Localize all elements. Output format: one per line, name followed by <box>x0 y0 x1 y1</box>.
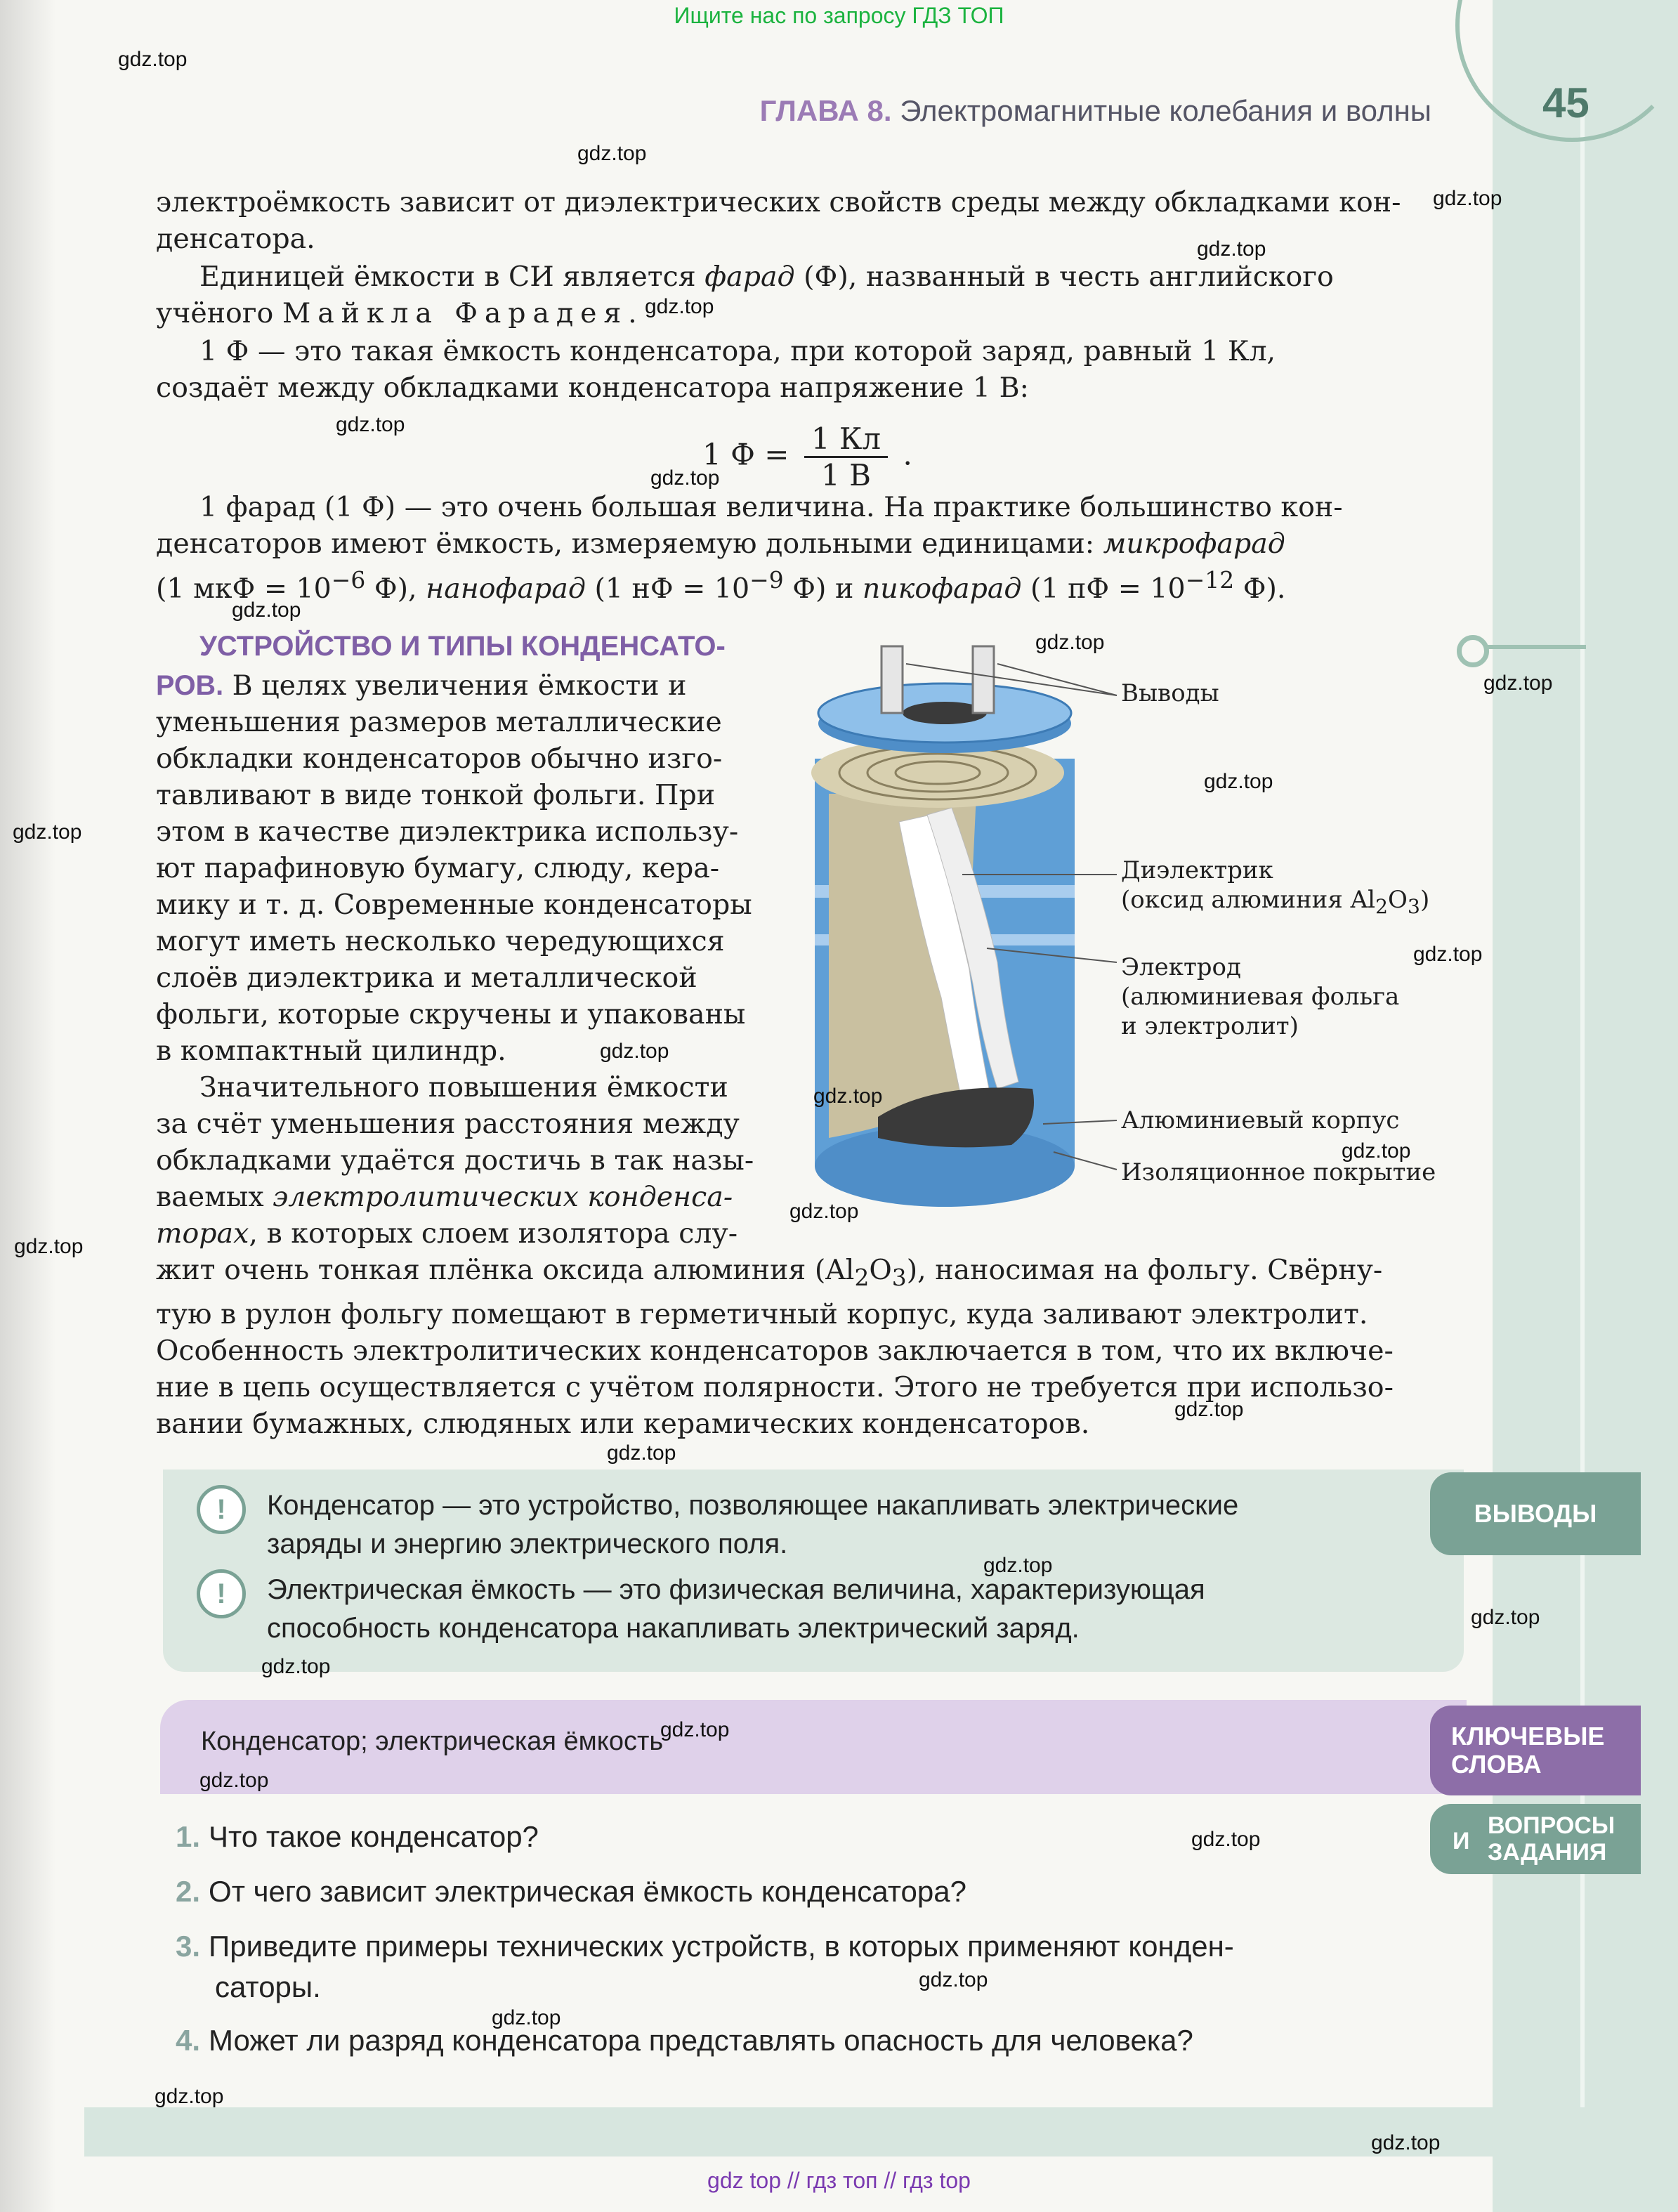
subscript: 3 <box>1407 894 1420 918</box>
label-coating: Изоляционное покрытие <box>1121 1158 1436 1186</box>
watermark: gdz.top <box>660 1718 730 1741</box>
label-line: (оксид алюминия Al <box>1121 886 1376 914</box>
label-case: Алюминиевый корпус <box>1121 1106 1400 1134</box>
decorative-ring-line <box>1488 645 1586 649</box>
chapter-title: Электромагнитные колебания и волны <box>900 94 1431 127</box>
watermark: gdz.top <box>645 295 714 318</box>
text-line: тавливают в виде тонкой фольги. При <box>156 779 716 811</box>
conclusions-tab: ВЫВОДЫ <box>1430 1472 1641 1555</box>
tab-text <box>1488 1812 1615 1866</box>
label-line: ) <box>1420 886 1430 914</box>
text-line <box>156 295 1426 332</box>
formula-fraction <box>804 421 888 492</box>
tab-line: КЛЮЧЕВЫЕ <box>1451 1722 1605 1750</box>
text-line: 1 Ф — это такая ёмкость конденсатора, при которой заряд, равный 1 Кл, <box>199 335 1276 367</box>
watermark: gdz.top <box>1471 1606 1540 1629</box>
text-line: саторы. <box>215 1970 321 2003</box>
label-leads: Выводы <box>1121 679 1219 707</box>
tab-line: СЛОВА <box>1451 1750 1542 1779</box>
text-run: денсаторов имеют ёмкость, измеряемую дольными единицами: <box>156 528 1103 560</box>
term-farad: фарад <box>704 261 795 293</box>
text-run: . <box>628 297 637 329</box>
chapter-label: ГЛАВА 8. <box>759 94 892 127</box>
exponent: −6 <box>331 566 366 594</box>
text-line <box>176 1926 1412 1967</box>
formula-lhs: 1 Ф = <box>702 437 789 472</box>
terminal-left <box>881 646 903 713</box>
text-line: Значительного повышения ёмкости <box>199 1071 728 1104</box>
text-line <box>156 525 1426 562</box>
label-line: Диэлектрик <box>1121 856 1273 884</box>
keywords-tab <box>1430 1706 1641 1795</box>
question-text: От чего зависит электрическая ёмкость конденсатора? <box>209 1875 966 1908</box>
watermark: gdz.top <box>983 1554 1053 1577</box>
text-run: Ф). <box>1234 572 1286 606</box>
text-line: заряды и энергию электрического поля. <box>267 1529 788 1559</box>
farad-formula <box>702 421 912 492</box>
subscript: 2 <box>1375 894 1389 918</box>
watermark: gdz.top <box>1197 237 1266 261</box>
question-3 <box>176 1926 1412 2008</box>
term-microfarad: микрофарад <box>1103 528 1285 560</box>
watermark: gdz.top <box>492 2006 561 2029</box>
term-electrolytic-end: торах <box>156 1217 249 1250</box>
terminal-right <box>973 646 994 713</box>
text-run: (Ф), названный в честь английского <box>794 261 1334 293</box>
bottom-banner-link[interactable]: gdz top // гдз топ // гдз top <box>707 2168 971 2193</box>
watermark: gdz.top <box>232 598 301 622</box>
text-run: жит очень тонкая плёнка оксида алюминия (Al <box>156 1254 855 1286</box>
exclamation-icon: ! <box>197 1485 246 1534</box>
text-line: ние в цепь осуществляется с учётом полярности. Этого не требуется при использо- <box>156 1370 1394 1403</box>
text-line: способность конденсатора накапливать электрический заряд. <box>267 1613 1080 1644</box>
label-electrode <box>1121 953 1399 1041</box>
tab-letter: И <box>1453 1828 1470 1854</box>
text-run: В целях увеличения ёмкости и <box>223 669 687 702</box>
text-line: Особенность электролитических конденсаторов заключается в том, что их включе- <box>156 1334 1394 1367</box>
formula-end: . <box>903 437 912 472</box>
text-line: мику и т. д. Современные конденсаторы <box>156 889 752 921</box>
text-line: тую в рулон фольгу помещают в герметичный корпус, куда заливают электролит. <box>156 1297 1368 1330</box>
question-number: 1. <box>176 1820 201 1853</box>
label-line: (алюминиевая фольга <box>1121 983 1400 1011</box>
watermark: gdz.top <box>14 1235 84 1258</box>
text-run: Ф), <box>365 572 426 606</box>
text-line: обкладки конденсаторов обычно изго- <box>156 742 723 775</box>
keywords-text: Конденсатор; электрическая ёмкость <box>201 1727 664 1756</box>
text-line: слоёв диэлектрика и металлической <box>156 962 697 994</box>
text-line <box>156 562 1426 607</box>
text-line: в компактный цилиндр. <box>156 1035 506 1067</box>
text-line: фольги, которые скручены и упакованы <box>156 998 746 1030</box>
text-line <box>156 667 771 704</box>
text-line: обкладками удаётся достичь в так назы- <box>156 1144 754 1177</box>
question-number: 3. <box>176 1930 201 1963</box>
paragraph-3 <box>156 333 1426 406</box>
question-4 <box>176 2020 1412 2061</box>
section-paragraph-1 <box>156 667 771 1069</box>
question-text: Приведите примеры технических устройств, в которых применяют конден- <box>209 1930 1234 1963</box>
watermark: gdz.top <box>13 820 82 844</box>
label-line: O <box>1388 886 1408 914</box>
text-run: Ф) и <box>783 572 863 606</box>
watermark: gdz.top <box>1371 2131 1441 2154</box>
tab-line: ВОПРОСЫ <box>1488 1812 1615 1839</box>
text-run: (1 пФ = 10 <box>1021 572 1186 606</box>
section-paragraph-2 <box>156 1069 771 1252</box>
watermark: gdz.top <box>789 1200 859 1223</box>
section-title: УСТРОЙСТВО И ТИПЫ КОНДЕНСАТО- <box>199 631 726 662</box>
page-number: 45 <box>1542 79 1589 126</box>
watermark: gdz.top <box>813 1085 883 1108</box>
name-faraday: Майкла Фарадея <box>282 297 629 329</box>
exponent: −12 <box>1185 566 1235 594</box>
watermark: gdz.top <box>919 1968 988 1991</box>
text-line: за счёт уменьшения расстояния между <box>156 1108 740 1140</box>
watermark: gdz.top <box>1174 1398 1244 1421</box>
text-line: уменьшения размеров металлические <box>156 706 722 738</box>
watermark: gdz.top <box>155 2085 224 2108</box>
text-line <box>156 258 1426 295</box>
text-line: создаёт между обкладками конденсатора напряжение 1 В: <box>156 372 1029 404</box>
subscript: 3 <box>891 1263 907 1291</box>
watermark: gdz.top <box>1342 1139 1411 1163</box>
label-line: Электрод <box>1121 953 1241 981</box>
text-line <box>156 1179 771 1215</box>
text-run: учёного <box>156 297 282 329</box>
text-run: (1 нФ = 10 <box>585 572 750 606</box>
subscript: 2 <box>854 1263 870 1291</box>
page-fold-shadow <box>0 0 56 2212</box>
paragraph-2 <box>156 258 1426 332</box>
watermark: gdz.top <box>607 1441 676 1465</box>
text-line: этом в качестве диэлектрика использу- <box>156 816 739 848</box>
watermark: gdz.top <box>261 1655 331 1678</box>
watermark: gdz.top <box>1035 631 1105 654</box>
text-line: вании бумажных, слюдяных или керамических конденсаторов. <box>156 1407 1090 1440</box>
watermark: gdz.top <box>199 1769 269 1792</box>
question-number: 4. <box>176 2024 201 2057</box>
watermark: gdz.top <box>1433 187 1502 210</box>
text-run: (1 мкФ = 10 <box>156 572 332 606</box>
label-line: и электролит) <box>1121 1012 1299 1040</box>
text-run: , в которых слоем изолятора слу- <box>249 1217 738 1250</box>
question-text: Что такое конденсатор? <box>209 1820 539 1853</box>
text-run: O <box>869 1254 892 1286</box>
term-electrolytic: электролитических конденса- <box>273 1181 733 1213</box>
top-banner-link[interactable]: Ищите нас по запросу ГДЗ ТОП <box>674 3 1004 28</box>
conclusion-2 <box>267 1571 1433 1648</box>
question-text: Может ли разряд конденсатора представлять опасность для человека? <box>209 2024 1193 2057</box>
formula-numerator: 1 Кл <box>804 421 888 458</box>
text-run: Единицей ёмкости в СИ является <box>199 261 705 293</box>
text-line: электроёмкость зависит от диэлектрических свойств среды между обкладками кон- <box>156 186 1401 218</box>
text-line <box>156 1215 771 1252</box>
watermark: gdz.top <box>1191 1828 1261 1851</box>
text-line: Конденсатор — это устройство, позволяющее накапливать электрические <box>267 1490 1239 1521</box>
text-line: денсатора. <box>156 223 315 255</box>
questions-tab <box>1430 1804 1641 1874</box>
term-picofarad: пикофарад <box>862 572 1022 606</box>
label-dielectric <box>1121 856 1429 922</box>
question-number: 2. <box>176 1875 201 1908</box>
exponent: −9 <box>749 566 784 594</box>
watermark: gdz.top <box>577 142 647 165</box>
formula-denominator: 1 В <box>821 458 871 492</box>
conclusion-1 <box>267 1486 1433 1564</box>
watermark: gdz.top <box>1204 770 1273 793</box>
text-line <box>156 1252 1426 1296</box>
right-margin-band <box>1493 0 1678 2212</box>
watermark: gdz.top <box>1413 943 1483 966</box>
text-run: ваемых <box>156 1181 273 1213</box>
text-line: 1 фарад (1 Ф) — это очень большая величина. На практике большинство кон- <box>199 491 1343 523</box>
watermark: gdz.top <box>650 466 720 490</box>
paragraph-4 <box>156 489 1426 607</box>
watermark: gdz.top <box>600 1040 669 1063</box>
exclamation-icon: ! <box>197 1569 246 1618</box>
question-2 <box>176 1871 1412 1912</box>
tab-line: ЗАДАНИЯ <box>1488 1839 1607 1866</box>
watermark: gdz.top <box>118 48 188 71</box>
text-run: ), наносимая на фольгу. Свёрну- <box>906 1254 1383 1286</box>
text-line: Электрическая ёмкость — это физическая величина, характеризующая <box>267 1574 1205 1605</box>
section-title-end: РОВ. <box>156 670 224 701</box>
watermark: gdz.top <box>336 413 405 436</box>
text-line: могут иметь несколько чередующихся <box>156 925 725 957</box>
text-line: ют парафиновую бумагу, слюду, кера- <box>156 852 720 884</box>
chapter-header <box>652 94 1431 128</box>
decorative-ring <box>1457 635 1489 667</box>
watermark: gdz.top <box>1483 672 1553 695</box>
term-nanofarad: нанофарад <box>426 572 586 606</box>
